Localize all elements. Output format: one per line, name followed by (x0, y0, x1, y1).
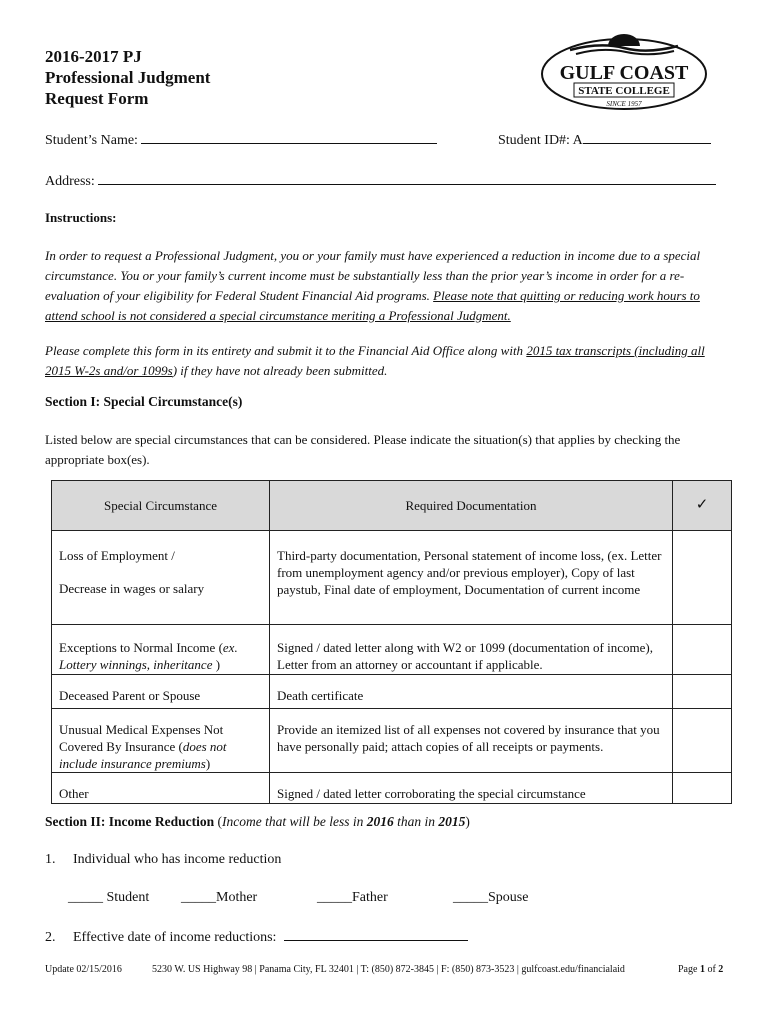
page-indicator (678, 964, 723, 975)
circumstance-cell: Deceased Parent or Spouse (52, 675, 270, 709)
instructions-text-2b: ) if they have not already been submitted. (172, 363, 388, 378)
documentation-cell: Signed / dated letter corroborating the special circumstance (270, 773, 673, 804)
instructions-paragraph-1 (45, 246, 715, 326)
tax-transcripts-note: 2015 tax transcripts (including all 2015 W-2s and/or 1099s (45, 343, 705, 378)
checkbox-deceased-parent[interactable] (673, 675, 732, 709)
table-row (52, 675, 732, 709)
documentation-cell: Provide an itemized list of all expenses not covered by insurance that you have personally paid; attach copies of all receipts or payments. (270, 709, 673, 773)
checkbox-exceptions-normal-income[interactable] (673, 625, 732, 675)
student-name-row (45, 131, 437, 149)
circumstance-cell (52, 625, 270, 675)
logo-main-text: GULF COAST (559, 62, 689, 84)
table-row (52, 709, 732, 773)
page-prefix: Page (678, 964, 700, 975)
instructions-paragraph-2 (45, 341, 715, 381)
effective-date-field[interactable] (284, 928, 468, 941)
option-label: Mother (216, 890, 258, 905)
footer-update-date: Update 02/15/2016 (45, 964, 122, 975)
option-student[interactable] (68, 890, 149, 906)
instructions-text-1: In order to request a Professional Judgment, you or your family must have experienced a reduction in income due to a special circumstance. You or your family’s current income must be substantially less than the prior year’s income in order for a re-evaluation of your eligibility for Federal Student Financial Aid programs. (45, 248, 701, 303)
address-field[interactable] (98, 172, 716, 185)
title-line-3: Request Form (45, 89, 149, 108)
table-row (52, 773, 732, 804)
option-blank[interactable]: _____ (181, 890, 216, 905)
option-label: Student (103, 890, 150, 905)
question-1 (45, 852, 281, 868)
sunrise-waves-icon (570, 34, 678, 54)
special-circumstances-table (51, 480, 732, 804)
instructions-heading: Instructions: (45, 210, 117, 225)
question-2 (45, 928, 468, 946)
form-title (45, 46, 210, 109)
checkbox-loss-of-employment[interactable] (673, 531, 732, 625)
circumstance-example: ex. Lottery winnings, inheritance (59, 640, 238, 672)
documentation-cell: Signed / dated letter along with W2 or 1099 (documentation of income), Letter from an attorney or accountant if applicable. (270, 625, 673, 675)
address-row (45, 172, 716, 190)
circumstance-cell: Other (52, 773, 270, 804)
documentation-cell: Third-party documentation, Personal statement of income loss, (ex. Letter from unemployment agency and/or previous employer), Copy of last paystub, Final date of employment, Documentation of current income (270, 531, 673, 625)
circumstance-example: does not include insurance premiums (59, 739, 227, 771)
instructions-note: Please note that quitting or reducing work hours to attend school is not considered a special circumstance meriting a Professional Judgment. (45, 288, 700, 323)
circumstance-cell (52, 709, 270, 773)
option-blank[interactable]: _____ (453, 890, 488, 905)
section-2-heading (45, 814, 470, 830)
section-1-intro: Listed below are special circumstances that can be considered. Please indicate the situation(s) that applies by checking the appropriate box(es). (45, 432, 681, 467)
title-line-2: Professional Judgment (45, 68, 211, 87)
student-name-label: Student’s Name: (45, 133, 138, 148)
documentation-cell: Death certificate (270, 675, 673, 709)
question-2-number: 2. (45, 930, 56, 945)
section-2-note: Income that will be less in (222, 814, 367, 829)
paren-close: ) (465, 814, 470, 829)
checkbox-other[interactable] (673, 773, 732, 804)
title-line-1: 2016-2017 PJ (45, 47, 142, 66)
student-id-field[interactable] (583, 131, 711, 144)
question-1-number: 1. (45, 852, 56, 867)
year-prior: 2015 (438, 814, 466, 829)
col-header-documentation: Required Documentation (270, 481, 673, 531)
page-of: of (704, 964, 719, 975)
table-row (52, 531, 732, 625)
option-label: Father (352, 890, 388, 905)
option-spouse[interactable] (453, 890, 528, 906)
circumstance-text: Loss of Employment / (59, 548, 175, 563)
paren: ( (214, 814, 222, 829)
checkmark-icon: ✓ (673, 481, 732, 531)
page-number: 1 (699, 964, 705, 975)
table-header-row (52, 481, 732, 531)
circumstance-text-end: ) (215, 657, 221, 672)
question-2-text: Effective date of income reductions: (73, 930, 277, 945)
gulf-coast-logo (540, 28, 708, 112)
year-current: 2016 (366, 814, 394, 829)
option-mother[interactable] (181, 890, 257, 906)
option-blank[interactable]: _____ (68, 890, 103, 905)
circumstance-text: Decrease in wages or salary (59, 581, 205, 596)
circumstance-text: Exceptions to Normal Income ( (59, 640, 223, 655)
section-2-title: Section II: Income Reduction (45, 814, 215, 829)
circumstance-text: Unusual Medical Expenses Not Covered By Insurance ( (59, 722, 224, 754)
logo-sub-text: STATE COLLEGE (578, 85, 670, 97)
section-1-heading: Section I: Special Circumstance(s) (45, 394, 243, 409)
instructions-text-2a: Please complete this form in its entirety and submit it to the Financial Aid Office along with (45, 343, 527, 358)
page-total: 2 (718, 964, 724, 975)
circumstance-text-end: ) (205, 756, 211, 771)
section-2-note-2: than in (393, 814, 439, 829)
checkbox-medical-expenses[interactable] (673, 709, 732, 773)
student-id-label: Student ID#: A (498, 133, 583, 148)
student-id-row (498, 131, 711, 149)
address-label: Address: (45, 174, 95, 189)
footer-contact-info: 5230 W. US Highway 98 | Panama City, FL 32401 | T: (850) 872-3845 | F: (850) 873-3523 | gulfcoast.edu/financialaid (152, 964, 625, 975)
option-label: Spouse (488, 890, 529, 905)
table-row (52, 625, 732, 675)
logo-since-text: SINCE 1957 (606, 100, 642, 108)
option-father[interactable] (317, 890, 388, 906)
question-1-text: Individual who has income reduction (73, 852, 282, 867)
student-name-field[interactable] (141, 131, 437, 144)
option-blank[interactable]: _____ (317, 890, 352, 905)
circumstance-cell (52, 531, 270, 625)
col-header-circumstance: Special Circumstance (52, 481, 270, 531)
